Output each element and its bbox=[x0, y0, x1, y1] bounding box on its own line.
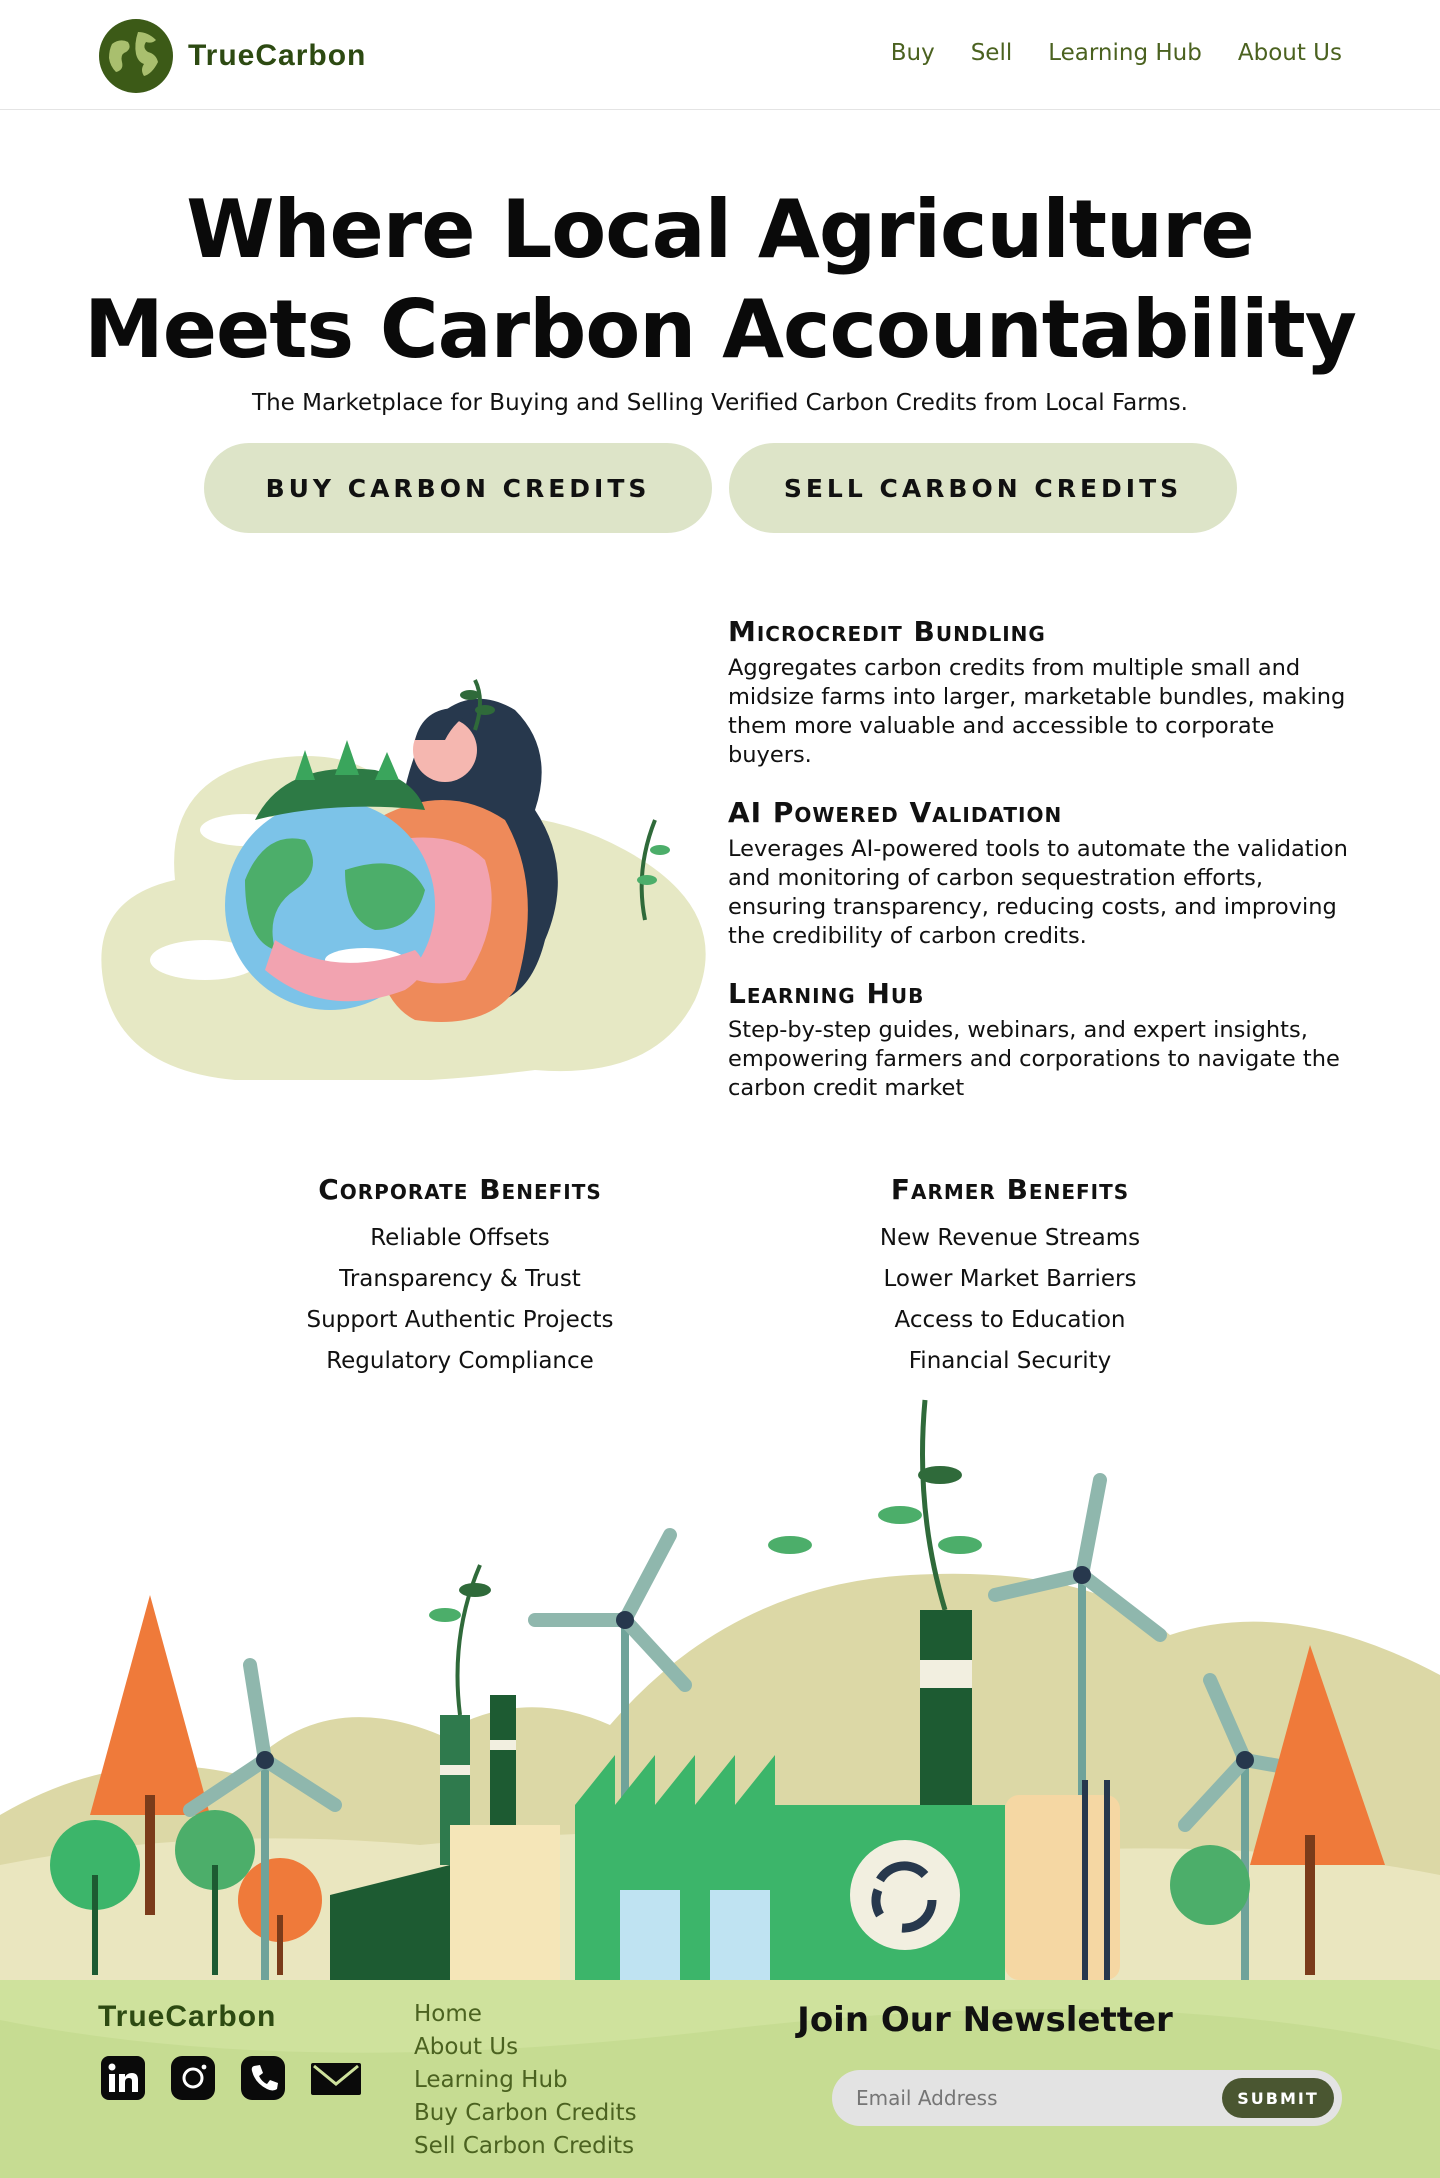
footer-link-about-us[interactable]: About Us bbox=[414, 2034, 519, 2060]
main-nav bbox=[891, 40, 1342, 66]
instagram-icon[interactable] bbox=[170, 2055, 216, 2101]
corporate-benefits bbox=[200, 1173, 720, 1382]
features-list bbox=[728, 615, 1348, 1129]
footer-brand-name: TrueCarbon bbox=[98, 2000, 277, 2033]
woman-hugging-earth-illustration bbox=[95, 660, 725, 1080]
list-item: Financial Security bbox=[908, 1348, 1112, 1374]
list-item: Transparency & Trust bbox=[339, 1266, 581, 1292]
list-item: Access to Education bbox=[894, 1307, 1126, 1333]
footer-link-learning-hub[interactable]: Learning Hub bbox=[414, 2067, 568, 2093]
hero-title-line1: Where Local Agriculture bbox=[186, 183, 1254, 276]
green-factory-scene-illustration bbox=[0, 1395, 1440, 1980]
feature-ai-powered-validation bbox=[728, 796, 1348, 951]
newsletter-form bbox=[832, 2070, 1342, 2126]
feature-text: Aggregates carbon credits from multiple small and midsize farms into larger, marketable bundles, making them more valuable and accessible to corporate buyers. bbox=[728, 655, 1346, 768]
feature-text: Leverages AI-powered tools to automate the validation and monitoring of carbon sequestration efforts, ensuring transparency, reducing costs, and improving the credibility of carbon credits. bbox=[728, 836, 1348, 949]
nav-learning-hub[interactable]: Learning Hub bbox=[1048, 40, 1202, 66]
footer-link-sell-carbon-credits[interactable]: Sell Carbon Credits bbox=[414, 2133, 635, 2159]
corporate-benefits-list bbox=[200, 1218, 720, 1382]
site-header bbox=[0, 0, 1440, 110]
buy-carbon-credits-button[interactable]: BUY CARBON CREDITS bbox=[204, 443, 712, 533]
list-item: Lower Market Barriers bbox=[883, 1266, 1137, 1292]
list-item: Reliable Offsets bbox=[370, 1225, 550, 1251]
site-footer bbox=[0, 1980, 1440, 2178]
feature-title: Learning Hub bbox=[728, 977, 925, 1010]
feature-title: Microcredit Bundling bbox=[728, 615, 1046, 648]
linkedin-icon[interactable] bbox=[100, 2055, 146, 2101]
footer-link-home[interactable]: Home bbox=[414, 2001, 482, 2027]
feature-title: AI Powered Validation bbox=[728, 796, 1063, 829]
farmer-benefits-list bbox=[750, 1218, 1270, 1382]
corporate-benefits-title: Corporate Benefits bbox=[318, 1173, 602, 1206]
feature-microcredit-bundling bbox=[728, 615, 1348, 770]
sell-carbon-credits-button[interactable]: SELL CARBON CREDITS bbox=[729, 443, 1237, 533]
feature-learning-hub bbox=[728, 977, 1348, 1103]
nav-about-us[interactable]: About Us bbox=[1237, 40, 1342, 66]
footer-links bbox=[414, 1998, 637, 2163]
brand-name: TrueCarbon bbox=[188, 39, 367, 72]
footer-link-buy-carbon-credits[interactable]: Buy Carbon Credits bbox=[414, 2100, 637, 2126]
feature-text: Step-by-step guides, webinars, and expert insights, empowering farmers and corporations to navigate the carbon credit market bbox=[728, 1017, 1340, 1101]
list-item: New Revenue Streams bbox=[879, 1225, 1141, 1251]
hero-subtitle: The Marketplace for Buying and Selling Verified Carbon Credits from Local Farms. bbox=[252, 390, 1188, 416]
farmer-benefits-title: Farmer Benefits bbox=[890, 1173, 1130, 1206]
globe-logo-icon bbox=[98, 18, 174, 94]
hero-title-line2: Meets Carbon Accountability bbox=[84, 283, 1356, 376]
social-links bbox=[100, 2055, 362, 2101]
brand[interactable] bbox=[98, 18, 366, 94]
phone-icon[interactable] bbox=[240, 2055, 286, 2101]
list-item: Support Authentic Projects bbox=[306, 1307, 614, 1333]
newsletter-title: Join Our Newsletter bbox=[797, 2000, 1173, 2040]
email-input[interactable] bbox=[856, 2082, 1196, 2114]
list-item: Regulatory Compliance bbox=[326, 1348, 594, 1374]
nav-buy[interactable]: Buy bbox=[890, 40, 935, 66]
farmer-benefits bbox=[750, 1173, 1270, 1382]
nav-sell[interactable]: Sell bbox=[970, 40, 1013, 66]
submit-button[interactable]: SUBMIT bbox=[1222, 2078, 1334, 2118]
email-icon[interactable] bbox=[310, 2055, 362, 2101]
hero-title bbox=[0, 180, 1440, 380]
